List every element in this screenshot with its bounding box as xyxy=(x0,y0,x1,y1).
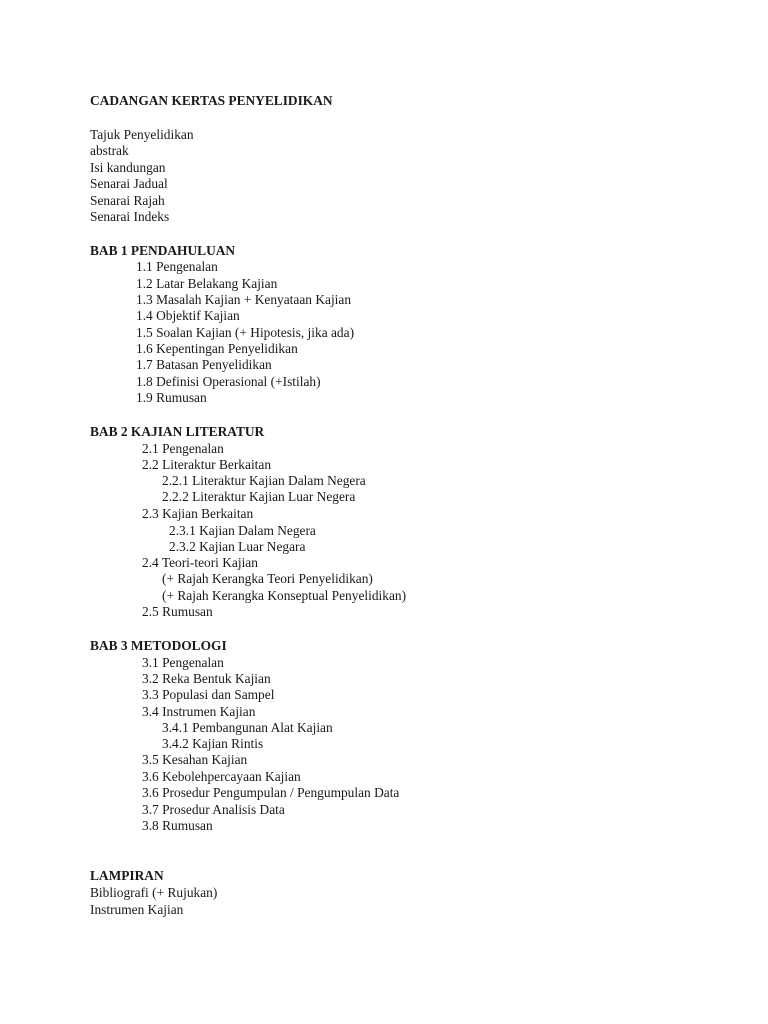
bab1-item: 1.8 Definisi Operasional (+Istilah) xyxy=(136,374,321,389)
bab1-item: 1.2 Latar Belakang Kajian xyxy=(136,276,278,291)
front-matter-item: Senarai Indeks xyxy=(90,209,170,224)
front-matter-item: Senarai Rajah xyxy=(90,193,165,208)
bab2-item: 2.1 Pengenalan xyxy=(142,441,224,456)
bab2-subitem: 2.3.1 Kajian Dalam Negera xyxy=(169,523,316,538)
bab2-item: 2.5 Rumusan xyxy=(142,604,213,619)
bab2-item: 2.3 Kajian Berkaitan xyxy=(142,506,254,521)
document-title: CADANGAN KERTAS PENYELIDIKAN xyxy=(90,93,333,108)
bab2-item: 2.2 Literaktur Berkaitan xyxy=(142,457,272,472)
bab3-item: 3.8 Rumusan xyxy=(142,818,213,833)
bab3-subitem: 3.4.2 Kajian Rintis xyxy=(162,736,264,751)
front-matter-item: Tajuk Penyelidikan xyxy=(90,127,194,142)
bab2-subitem: 2.2.2 Literaktur Kajian Luar Negera xyxy=(162,489,356,504)
front-matter-item: Senarai Jadual xyxy=(90,176,168,191)
bab1-item: 1.6 Kepentingan Penyelidikan xyxy=(136,341,298,356)
bab2-note: (+ Rajah Kerangka Konseptual Penyelidikan) xyxy=(162,588,407,603)
bab1-item: 1.3 Masalah Kajian + Kenyataan Kajian xyxy=(136,292,352,307)
bab3-item: 3.3 Populasi dan Sampel xyxy=(142,687,275,702)
bab3-heading: BAB 3 METODOLOGI xyxy=(90,638,227,653)
bab1-item: 1.7 Batasan Penyelidikan xyxy=(136,357,272,372)
lampiran-item: Instrumen Kajian xyxy=(90,902,184,917)
front-matter-item: Isi kandungan xyxy=(90,160,166,175)
bab3-item: 3.1 Pengenalan xyxy=(142,655,224,670)
bab3-subitem: 3.4.1 Pembangunan Alat Kajian xyxy=(162,720,333,735)
bab2-heading: BAB 2 KAJIAN LITERATUR xyxy=(90,424,265,439)
bab3-item: 3.6 Kebolehpercayaan Kajian xyxy=(142,769,301,784)
front-matter-item: abstrak xyxy=(90,143,129,158)
bab3-item: 3.2 Reka Bentuk Kajian xyxy=(142,671,271,686)
bab3-item: 3.4 Instrumen Kajian xyxy=(142,704,256,719)
bab1-item: 1.1 Pengenalan xyxy=(136,259,218,274)
bab3-item: 3.5 Kesahan Kajian xyxy=(142,752,248,767)
bab3-item: 3.7 Prosedur Analisis Data xyxy=(142,802,285,817)
bab2-subitem: 2.2.1 Literaktur Kajian Dalam Negera xyxy=(162,473,366,488)
lampiran-heading: LAMPIRAN xyxy=(90,868,164,883)
bab3-item: 3.6 Prosedur Pengumpulan / Pengumpulan Data xyxy=(142,785,400,800)
bab1-heading: BAB 1 PENDAHULUAN xyxy=(90,243,236,258)
bab2-note: (+ Rajah Kerangka Teori Penyelidikan) xyxy=(162,571,373,586)
bab2-subitem: 2.3.2 Kajian Luar Negara xyxy=(169,539,306,554)
bab2-item: 2.4 Teori-teori Kajian xyxy=(142,555,258,570)
bab1-item: 1.5 Soalan Kajian (+ Hipotesis, jika ada) xyxy=(136,325,355,340)
bab1-item: 1.9 Rumusan xyxy=(136,390,207,405)
lampiran-item: Bibliografi (+ Rujukan) xyxy=(90,885,218,900)
bab1-item: 1.4 Objektif Kajian xyxy=(136,308,240,323)
